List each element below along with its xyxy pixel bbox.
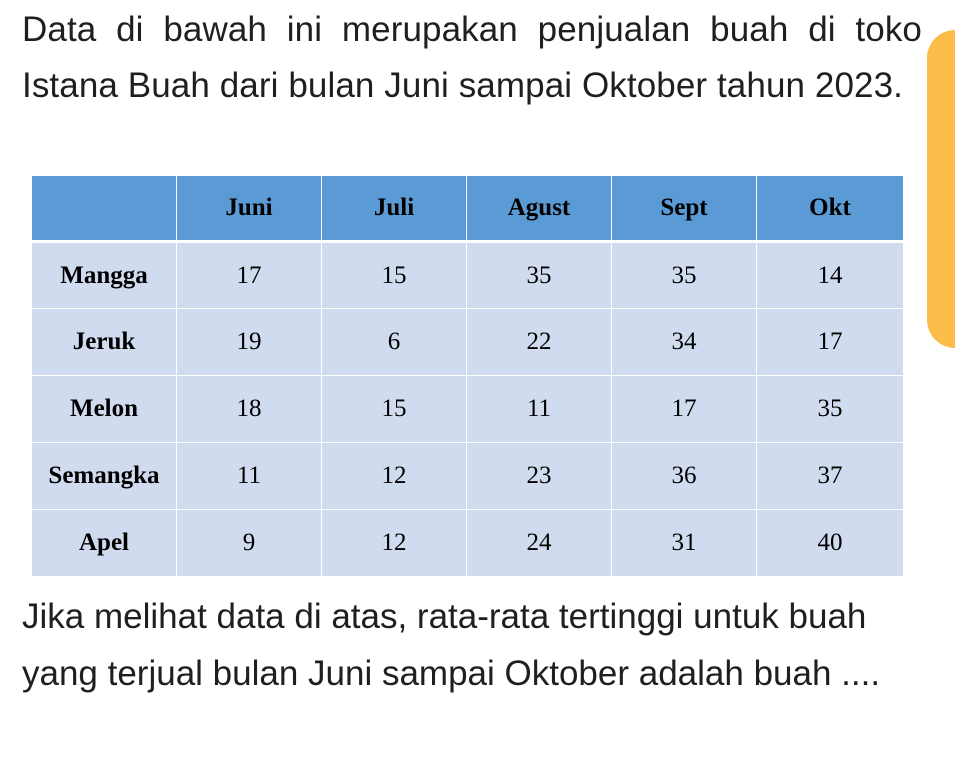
table-cell: 18 bbox=[177, 376, 322, 443]
table-cell: 35 bbox=[612, 242, 757, 309]
table-cell: 6 bbox=[322, 309, 467, 376]
table-cell: 17 bbox=[177, 242, 322, 309]
table-row bbox=[32, 376, 904, 443]
table-cell: 31 bbox=[612, 510, 757, 577]
table-cell: 36 bbox=[612, 443, 757, 510]
row-label: Semangka bbox=[32, 443, 177, 510]
header-cell-agust: Agust bbox=[467, 176, 612, 242]
table-cell: 24 bbox=[467, 510, 612, 577]
row-label: Mangga bbox=[32, 242, 177, 309]
header-cell-juni: Juni bbox=[177, 176, 322, 242]
table-cell: 40 bbox=[757, 510, 904, 577]
table-cell: 22 bbox=[467, 309, 612, 376]
table-row bbox=[32, 510, 904, 577]
table-row bbox=[32, 443, 904, 510]
table-cell: 37 bbox=[757, 443, 904, 510]
table-cell: 9 bbox=[177, 510, 322, 577]
header-corner-cell bbox=[32, 176, 177, 242]
table-cell: 15 bbox=[322, 376, 467, 443]
side-accent-shape bbox=[927, 30, 955, 348]
table-cell: 17 bbox=[612, 376, 757, 443]
table-header-row bbox=[32, 176, 904, 242]
table-cell: 14 bbox=[757, 242, 904, 309]
fruit-sales-table bbox=[31, 175, 904, 577]
intro-paragraph: Data di bawah ini merupakan penjualan buah di toko Istana Buah dari bulan Juni sampai Oktober tahun 2023. bbox=[22, 10, 922, 105]
table-cell: 35 bbox=[757, 376, 904, 443]
table-row bbox=[32, 309, 904, 376]
table-cell: 12 bbox=[322, 510, 467, 577]
table-cell: 23 bbox=[467, 443, 612, 510]
header-cell-okt: Okt bbox=[757, 176, 904, 242]
table-cell: 15 bbox=[322, 242, 467, 309]
question-paragraph: Jika melihat data di atas, rata-rata tertinggi untuk buah yang terjual bulan Juni sampai Oktober adalah buah .... bbox=[22, 597, 881, 693]
table-cell: 17 bbox=[757, 309, 904, 376]
table-cell: 19 bbox=[177, 309, 322, 376]
table-cell: 11 bbox=[177, 443, 322, 510]
header-cell-sept: Sept bbox=[612, 176, 757, 242]
table-cell: 34 bbox=[612, 309, 757, 376]
table-cell: 11 bbox=[467, 376, 612, 443]
table-row bbox=[32, 242, 904, 309]
table-cell: 35 bbox=[467, 242, 612, 309]
table-cell: 12 bbox=[322, 443, 467, 510]
row-label: Apel bbox=[32, 510, 177, 577]
header-cell-juli: Juli bbox=[322, 176, 467, 242]
row-label: Melon bbox=[32, 376, 177, 443]
row-label: Jeruk bbox=[32, 309, 177, 376]
